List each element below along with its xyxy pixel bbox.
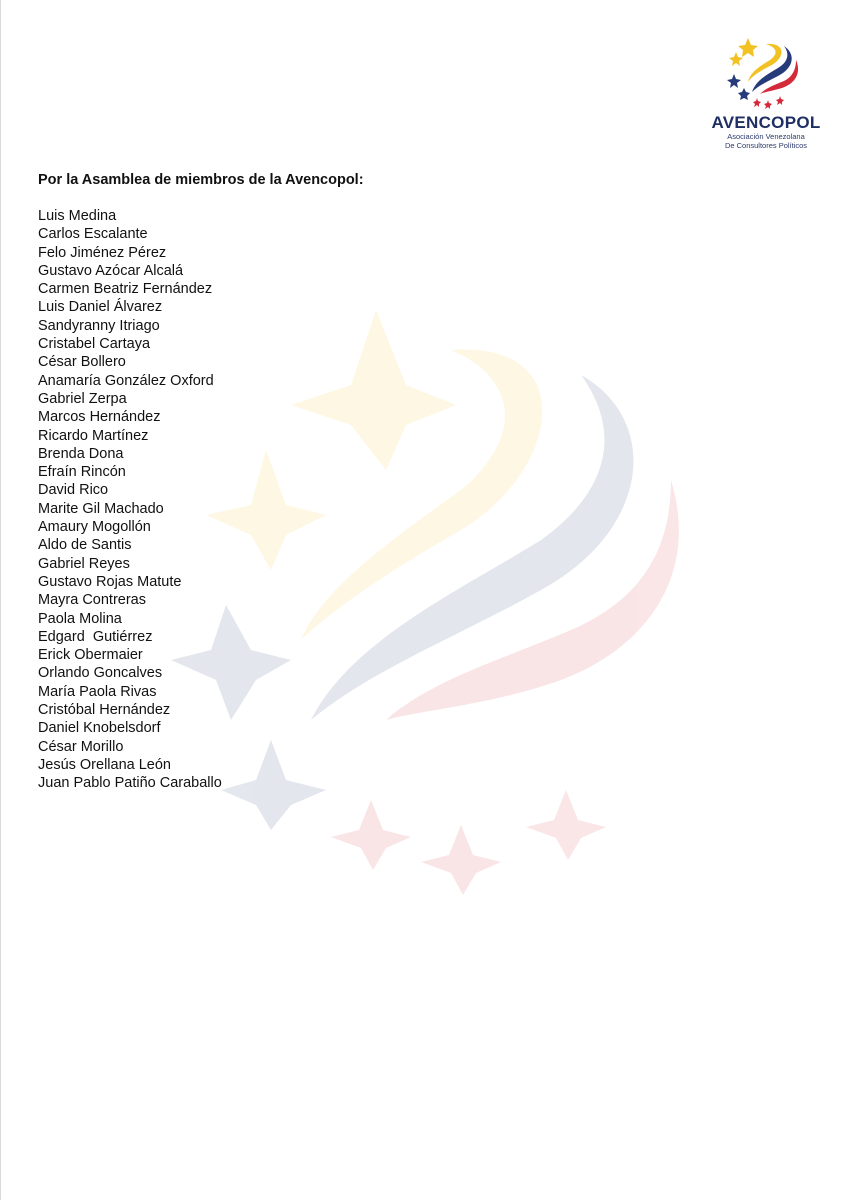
member-name: Daniel Knobelsdorf [38, 720, 161, 737]
member-name: César Bollero [38, 354, 126, 371]
watermark-star-yellow-large [291, 310, 456, 470]
member-name: Luis Medina [38, 208, 117, 224]
member-name: Marite Gil Machado [38, 500, 164, 517]
member-name: Jesús Orellana León [38, 756, 171, 773]
avencopol-logo [701, 36, 831, 154]
section-heading: Por la Asamblea de miembros de la Avencopol: [38, 172, 364, 188]
logo-star-blue-1 [727, 74, 741, 88]
member-name: Efraín Rincón [38, 464, 126, 481]
member-name: Orlando Goncalves [38, 665, 163, 682]
member-name: Edgard Gutiérrez [38, 628, 153, 645]
member-name: César Morillo [38, 738, 124, 755]
member-name: Cristabel Cartaya [38, 336, 151, 353]
watermark-swoosh-red [386, 480, 679, 720]
watermark-star-red-1 [331, 800, 411, 870]
member-name: Carlos Escalante [38, 226, 148, 243]
logo-subtitle-line2: De Consultores Políticos [724, 141, 808, 150]
logo-star-yellow-2 [729, 52, 743, 66]
member-name: Erick Obermaier [38, 647, 143, 664]
logo-star-yellow-1 [738, 38, 758, 57]
member-name: Marcos Hernández [38, 409, 161, 426]
member-name: Sandyranny Itriago [38, 317, 160, 334]
watermark-star-blue-small [221, 740, 326, 830]
logo-star-red-2 [764, 100, 772, 109]
member-name: Gabriel Zerpa [38, 390, 127, 407]
member-name: Ricardo Martínez [38, 427, 149, 444]
member-name: Anamaría González Oxford [38, 372, 214, 389]
watermark-swoosh-yellow [301, 349, 542, 640]
member-name: Felo Jiménez Pérez [38, 244, 167, 261]
logo-star-red-3 [776, 96, 784, 105]
watermark-star-red-3 [526, 790, 606, 860]
logo-watermark [161, 300, 701, 900]
member-name: Mayra Contreras [38, 592, 146, 609]
member-name: Brenda Dona [38, 445, 124, 462]
member-name: Paola Molina [38, 610, 122, 627]
logo-star-red-1 [753, 98, 761, 107]
logo-emblem [726, 36, 806, 112]
member-name: Gabriel Reyes [38, 555, 130, 572]
watermark-star-red-2 [421, 825, 501, 895]
logo-star-blue-2 [738, 88, 750, 100]
member-name: Aldo de Santis [38, 537, 132, 554]
member-list [38, 207, 222, 793]
member-name: Luis Daniel Álvarez [38, 299, 163, 316]
logo-subtitle-line1: Asociación Venezolana [727, 132, 805, 141]
watermark-star-yellow-small [206, 450, 326, 570]
member-name: Carmen Beatriz Fernández [38, 281, 213, 298]
member-name: Juan Pablo Patiño Caraballo [38, 775, 222, 792]
member-name: David Rico [38, 482, 109, 499]
member-name: Amaury Mogollón [38, 519, 151, 536]
member-name: Cristóbal Hernández [38, 702, 171, 719]
member-name: Gustavo Azócar Alcalá [38, 262, 184, 279]
member-name: Gustavo Rojas Matute [38, 573, 182, 590]
logo-name: AVENCOPOL [711, 113, 821, 132]
member-name: María Paola Rivas [38, 683, 157, 700]
watermark-swoosh-blue [311, 375, 633, 720]
